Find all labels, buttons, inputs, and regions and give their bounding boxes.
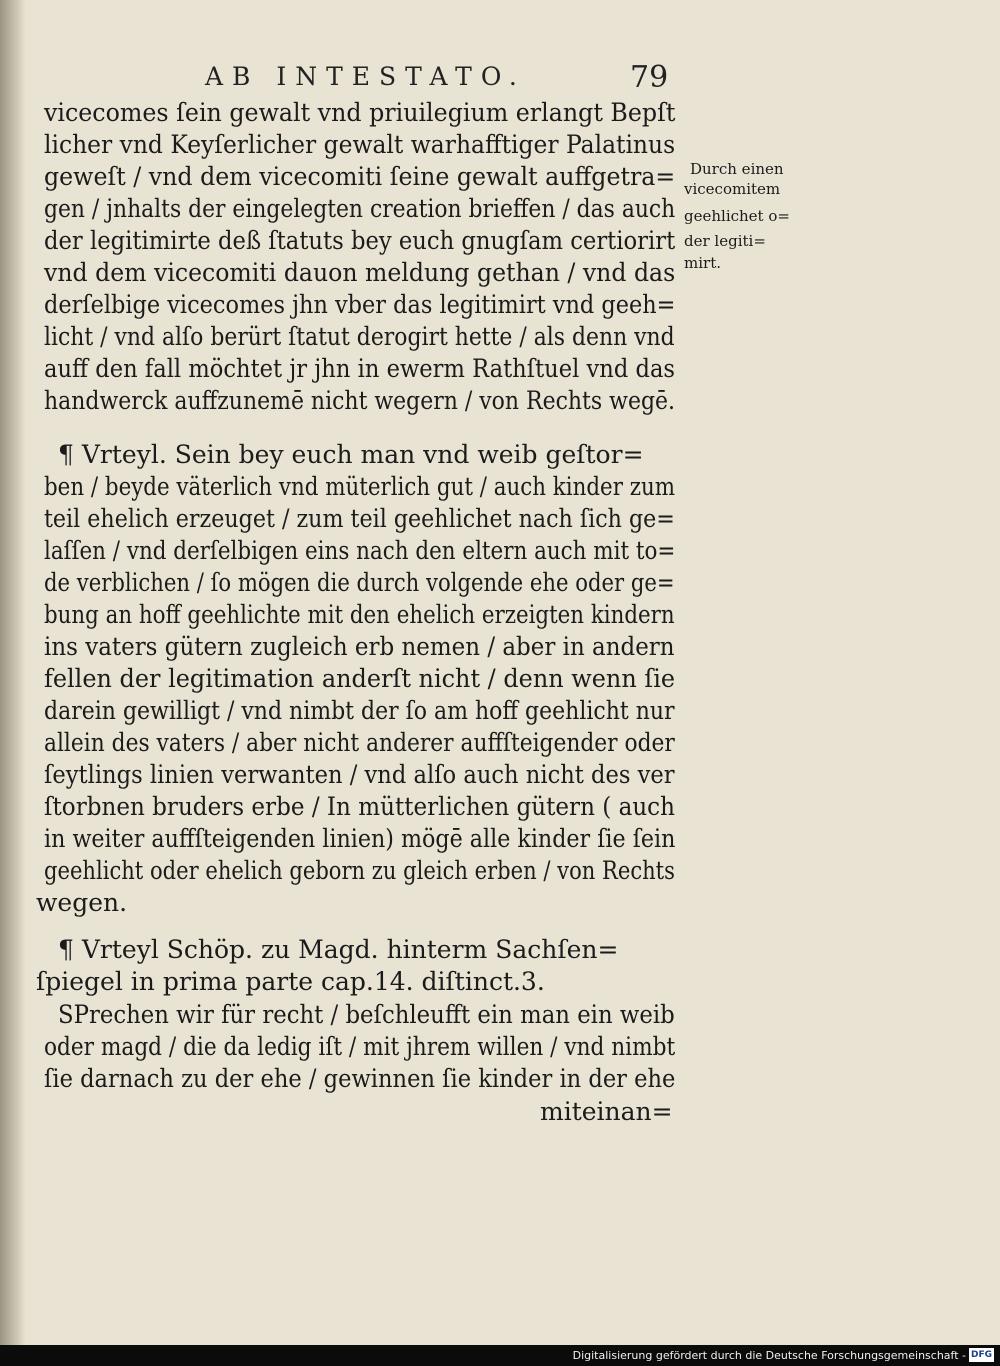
text-line: auff den fall möchtet jr jhn in ewerm Rathſtuel vnd das	[44, 354, 676, 383]
text-line: ins vaters gütern zugleich erb nemen / aber in andern	[44, 632, 675, 661]
text-line: ſtorbnen bruders erbe / In mütterlichen gütern ( auch	[44, 792, 675, 821]
text-line: de verblichen / ſo mögen die durch volgende ehe oder ge=	[44, 568, 675, 597]
text-line: handwerck auffzunemē nicht wegern / von Rechts wegē.	[44, 386, 675, 415]
text-line: derſelbige vicecomes jhn vber das legitimirt vnd geeh=	[44, 290, 676, 319]
text-line: ſeytlings linien verwanten / vnd alſo auch nicht des ver	[44, 760, 675, 789]
text-line: geehlicht oder ehelich geborn zu gleich erben / von Rechts	[44, 856, 675, 885]
page-gutter-shadow	[0, 0, 26, 1345]
footer-credit: Digitalisierung gefördert durch die Deutsche Forschungsgemeinschaft -	[572, 1349, 966, 1362]
text-line: ſie darnach zu der ehe / gewinnen ſie kinder in der ehe	[44, 1064, 676, 1093]
text-line: in weiter auffſteigenden linien) mögē alle kinder ſie ſein	[44, 824, 676, 853]
text-line: allein des vaters / aber nicht anderer auffſteigender oder	[44, 728, 675, 757]
text-line: vnd dem vicecomiti dauon meldung gethan / vnd das	[44, 258, 676, 287]
text-line: geweſt / vnd dem vicecomiti ſeine gewalt auffgetra=	[44, 162, 676, 191]
text-line: licher vnd Keyſerlicher gewalt warhafftiger Palatinus	[44, 130, 676, 159]
text-line: oder magd / die da ledig iſt / mit jhrem willen / vnd nimbt	[44, 1032, 676, 1061]
text-line: laſſen / vnd derſelbigen eins nach den eltern auch mit to=	[44, 536, 676, 565]
running-head: AB INTESTATO.	[205, 62, 526, 91]
text-line: ben / beyde väterlich vnd müterlich gut / auch kinder zum	[44, 472, 676, 501]
margin-note-line: vicecomitem	[684, 180, 781, 198]
dfg-logo: DFG	[970, 1350, 992, 1360]
text-line: licht / vnd alſo berürt ſtatut derogirt hette / als denn vnd	[44, 322, 675, 351]
text-line: bung an hoff geehlichte mit den ehelich erzeigten kindern	[44, 600, 675, 629]
margin-note-line: der legiti=	[684, 232, 766, 250]
margin-note-line: geehlichet o=	[684, 207, 790, 225]
margin-note-line: mirt.	[684, 254, 721, 272]
text-line: fellen der legitimation anderſt nicht / denn wenn ſie	[44, 664, 676, 693]
text-line: wegen.	[36, 888, 128, 917]
text-line: ſpiegel in prima parte cap.14. diſtinct.3.	[36, 967, 545, 996]
text-line: SPrechen wir für recht / beſchleufft ein man ein weib	[58, 1000, 675, 1029]
page-number: 79	[630, 60, 669, 95]
text-line: ¶ Vrteyl Schöp. zu Magd. hinterm Sachſen=	[58, 935, 619, 964]
text-line: miteinan=	[540, 1097, 673, 1126]
text-line: der legitimirte deß ſtatuts bey euch gnugſam certiorirt	[44, 226, 676, 255]
text-line: gen / jnhalts der eingelegten creation brieffen / das auch	[44, 194, 676, 223]
text-line: vicecomes ſein gewalt vnd priuilegium erlangt Bepſt	[44, 98, 676, 127]
margin-note-line: Durch einen	[690, 160, 784, 178]
text-line: darein gewilligt / vnd nimbt der ſo am hoff geehlicht nur	[44, 696, 675, 725]
text-line: teil ehelich erzeuget / zum teil geehlichet nach ſich ge=	[44, 504, 675, 533]
text-line: ¶ Vrteyl. Sein bey euch man vnd weib geſtor=	[58, 440, 644, 469]
